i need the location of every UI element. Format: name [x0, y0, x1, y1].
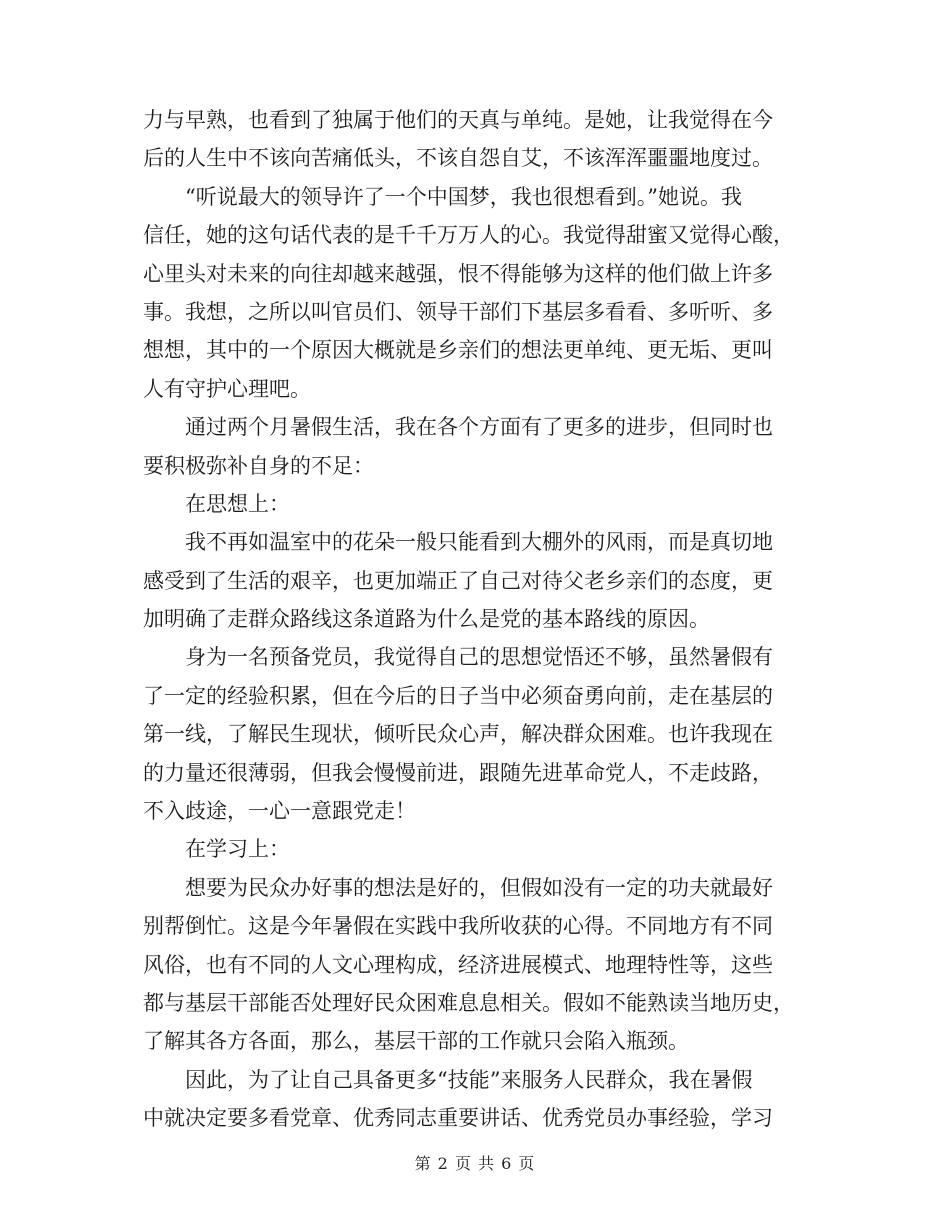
text-line: 要积极弥补自身的不足： [143, 453, 374, 478]
text-line: 都与基层干部能否处理好民众困难息息相关。假如不能熟读当地历史， [143, 990, 794, 1015]
text-line: 身为一名预备党员，我觉得自己的思想觉悟还不够，虽然暑假有 [185, 645, 773, 670]
page-number-footer: 第 2 页 共 6 页 [414, 1154, 536, 1173]
text-line: 在学习上： [185, 837, 290, 862]
text-line: 想想，其中的一个原因大概就是乡亲们的想法更单纯、更无垢、更叫 [143, 338, 773, 363]
text-line: 了解其各方各面，那么，基层干部的工作就只会陷入瓶颈。 [143, 1029, 689, 1054]
text-line: 因此，为了让自己具备更多“技能”来服务人民群众，我在暑假 [185, 1067, 753, 1092]
text-line: 信任，她的这句话代表的是千千万万人的心。我觉得甜蜜又觉得心酸， [143, 223, 794, 248]
text-line: 后的人生中不该向苦痛低头，不该自怨自艾，不该浑浑噩噩地度过。 [143, 146, 773, 171]
text-line: 加明确了走群众路线这条道路为什么是党的基本路线的原因。 [143, 607, 710, 632]
text-line: 风俗，也有不同的人文心理构成，经济进展模式、地理特性等，这些 [143, 952, 773, 977]
text-line: 感受到了生活的艰辛，也更加端正了自己对待父老乡亲们的态度，更 [143, 568, 773, 593]
text-line: 在思想上： [185, 491, 290, 516]
text-line: 中就决定要多看党章、优秀同志重要讲话、优秀党员办事经验，学习 [143, 1106, 773, 1131]
text-line: “听说最大的领导许了一个中国梦，我也很想看到。”她说。我 [185, 184, 742, 209]
text-line: 别帮倒忙。这是今年暑假在实践中我所收获的心得。不同地方有不同 [143, 914, 773, 939]
document-body [143, 101, 807, 1138]
text-line: 心里头对未来的向往却越来越强，恨不得能够为这样的他们做上许多 [143, 261, 773, 286]
text-line: 不入歧途，一心一意跟党走！ [143, 799, 416, 824]
text-line: 人有守护心理吧。 [143, 376, 311, 401]
text-line: 通过两个月暑假生活，我在各个方面有了更多的进步，但同时也 [185, 415, 773, 440]
text-line: 力与早熟，也看到了独属于他们的天真与单纯。是她，让我觉得在今 [143, 108, 773, 132]
text-line: 我不再如温室中的花朵一般只能看到大棚外的风雨，而是真切地 [185, 530, 773, 555]
text-line: 了一定的经验积累，但在今后的日子当中必须奋勇向前，走在基层的 [143, 683, 773, 708]
text-line: 第一线，了解民生现状，倾听民众心声，解决群众困难。也许我现在 [143, 722, 773, 747]
text-line: 想要为民众办好事的想法是好的，但假如没有一定的功夫就最好 [185, 875, 773, 900]
text-line: 事。我想，之所以叫官员们、领导干部们下基层多看看、多听听、多 [143, 299, 773, 324]
text-line: 的力量还很薄弱，但我会慢慢前进，跟随先进革命党人，不走歧路， [143, 760, 773, 785]
